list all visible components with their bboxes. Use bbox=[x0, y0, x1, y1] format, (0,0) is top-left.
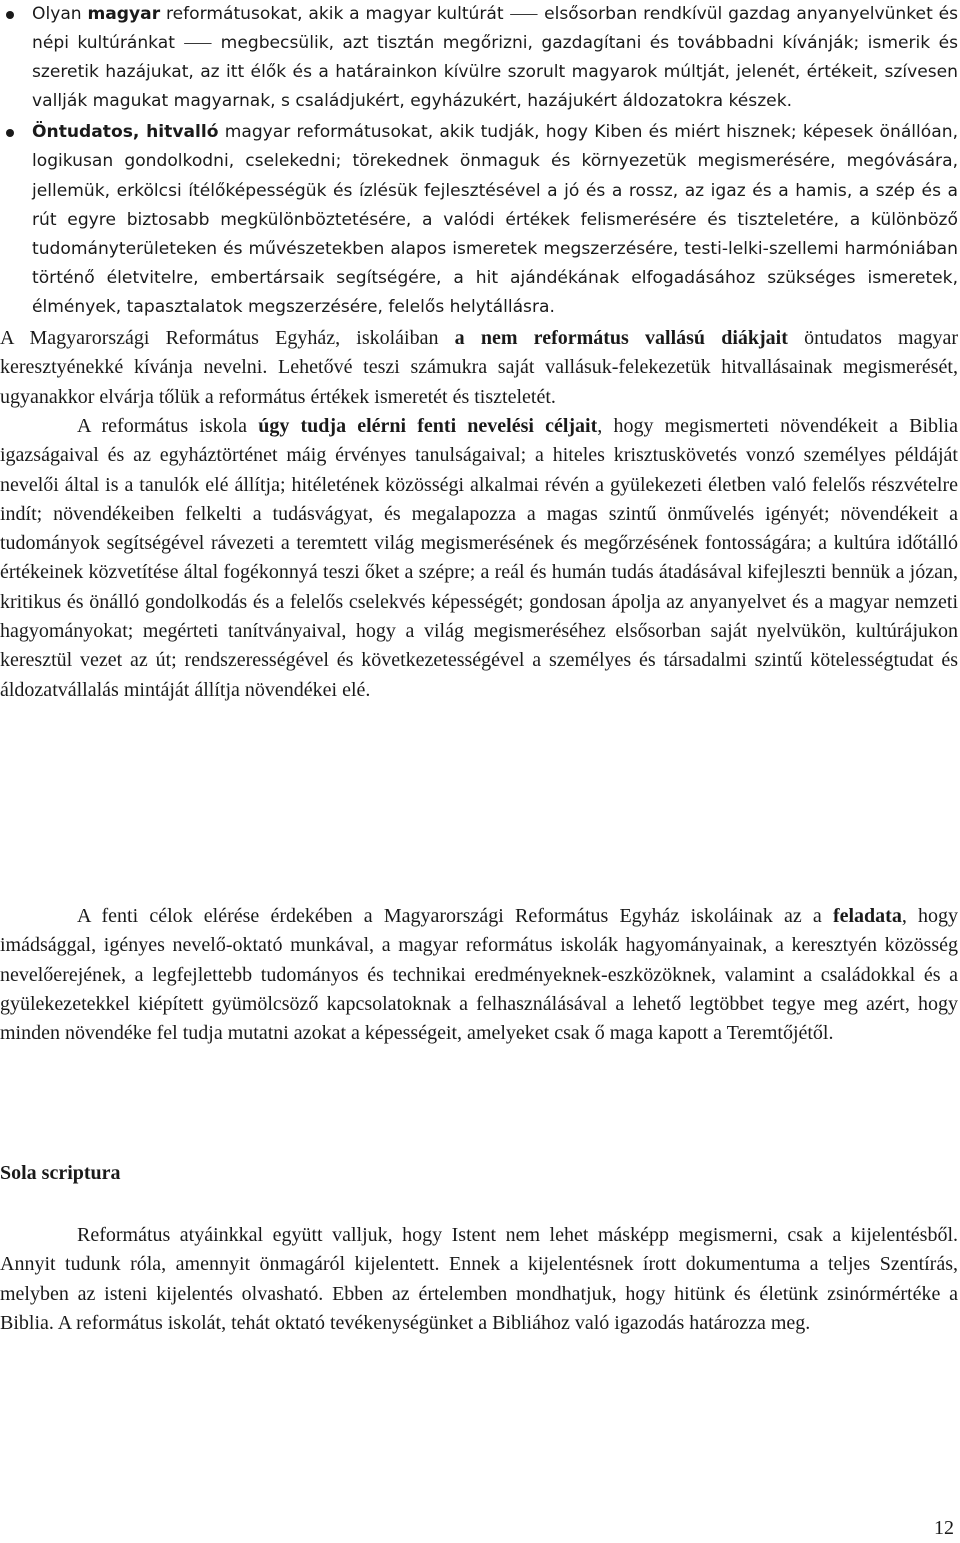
bullet-bold-text: magyar bbox=[87, 4, 161, 24]
bullet-text: magyar reformátusokat, akik tudják, hogy Kiben és miért hisznek; képesek önállóan, logikusan gondolkodni, cselekedni; törekednek önmaguk és környezetük megismerésére, megóvására, jellemük, erkölcsi ítélőképességük és ízlésük fejlesztésével a jó és a rossz, az igaz és a hamis, a szép és a rút egyre biztosabb megkülönböztetésére, a valódi értékek felismerésére és tiszteletére, a különböző tudományterületeken és művészetekben alapos ismeretek megszerzésére, testi-lelki-szellemi harmóniában történő életvitelre, embertársaik segítségére, a hit ajándékának elfogadásához szükséges ismeretek, élmények, tapasztalatok megszerzésére, felelős helytállásra. bbox=[32, 122, 959, 317]
bullet-dot-icon bbox=[6, 11, 14, 19]
paragraph-bold-text: feladata bbox=[832, 905, 902, 927]
bullet-text: reformátusokat, akik a magyar kultúrát ⸺ elsősorban rendkívül gazdag anyanyelvünket és népi kultúránkat ⸺ megbecsülik, azt tisztán megőrizni, gazdagítani és továbbadni kívánják; ismerik és szeretik hazájukat, az itt élők és a határainkon kívülre szorult magyarok múltját, jelenét, értékeit, szívesen vallják magukat magyarnak, s családjukért, egyházukért, hazájukért áldozatokra készek. bbox=[32, 4, 958, 112]
paragraph-bold-text: úgy tudja elérni fenti nevelési céljait bbox=[258, 415, 598, 437]
bullet-item-magyar bbox=[0, 0, 958, 116]
bullet-text: Olyan bbox=[32, 4, 88, 24]
paragraph-educational-goals bbox=[0, 412, 958, 705]
paragraph-bold-text: a nem református vallású diákjait bbox=[454, 327, 788, 349]
paragraph-sola-scriptura: Református atyáinkkal együtt valljuk, hogy Istent nem lehet másképp megismerni, csak a kijelentésből. Annyit tudunk róla, amennyit önmagáról kijelentett. Ennek a kijelentésnek írott dokumentuma a teljes Szentírás, melyben az isteni kijelentés olvasható. Ebben az értelemben mondhatjuk, hogy hitünk és életünk zsinórmértéke a Biblia. A református iskolát, tehát oktató tevékenységünket a Bibliához való igazodás határozza meg. bbox=[0, 1224, 958, 1334]
paragraph-text: , hogy imádsággal, igényes nevelő-oktató munkával, a magyar református iskolák hagyományainak, a keresztyén közösség nevelőerejének, a legfejlettebb tudományos és technikai eredményeknek-eszközöknek, valamint a családokkal és a gyülekezetekkel kiépített gyümölcsöző kapcsolatoknak a felhasználásával a lehető legtöbbet tegye meg azért, hogy minden növendéke fel tudja mutatni azokat a képességeit, amelyeket csak ő maga kapott a Teremtőjétől. bbox=[0, 905, 958, 1045]
bullet-dot-icon bbox=[6, 129, 14, 137]
paragraph-text: , hogy megismerteti növendékeit a Biblia igazságaival és az egyháztörténet máig érvényes tanulságaival; a hiteles krisztuskövetés vonzó személyes példáját nevelői által is a tanulók elé állítja; hitéletének közösségi alkalmai révén a gyülekezeti életben való felelős részvételre indít; növendékeiben felkelti a tudásvágyat, és megalapozza a magas szintű önművelés igényét; növendékeit a tudományok segítségével rávezeti a teremtett világ megismerésének és megőrzésének fontosságára; a kultúra időtálló értékeinek közvetítése által fogékonnyá teszi őket a szépre; a reál és humán tudás átadásával kifejleszti bennük a józan, kritikus és önálló gondolkodás és a felelős cselekvés képességét; gondosan ápolja az anyanyelvet és a magyar nemzeti hagyományokat; megérteti tanítványaival, hogy a világ megismeréséhez elsősorban saját nyelvükön, kultúrájukon keresztül vezet az út; rendszerességével és következetességével a személyes és társadalmi szintű kötelességtudat és áldozatvállalás mintáját állítja növendékei elé. bbox=[0, 415, 958, 701]
section-heading-sola-scriptura: Sola scriptura bbox=[0, 1162, 121, 1184]
bullet-item-ontudatos bbox=[0, 118, 958, 322]
page-number: 12 bbox=[934, 1517, 954, 1539]
bullet-bold-text: Öntudatos, hitvalló bbox=[32, 122, 219, 143]
paragraph-school-task bbox=[0, 902, 958, 1048]
paragraph-nonreformed-students bbox=[0, 324, 958, 412]
goals-bullet-list bbox=[0, 0, 958, 322]
paragraph-text: A fenti célok elérése érdekében a Magyarországi Református Egyház iskoláinak az a bbox=[77, 905, 833, 927]
paragraph-text: A Magyarországi Református Egyház, iskoláiban bbox=[0, 327, 455, 349]
paragraph-text: A református iskola bbox=[77, 415, 259, 437]
paragraph-text: öntudatos magyar keresztyénekké kívánja nevelni. Lehetővé teszi számukra saját vallásuk-felekezetük hitvallásainak megismerését, ugyanakkor elvárja tőlük a református értékek ismeretét és tiszteletét. bbox=[0, 327, 959, 408]
